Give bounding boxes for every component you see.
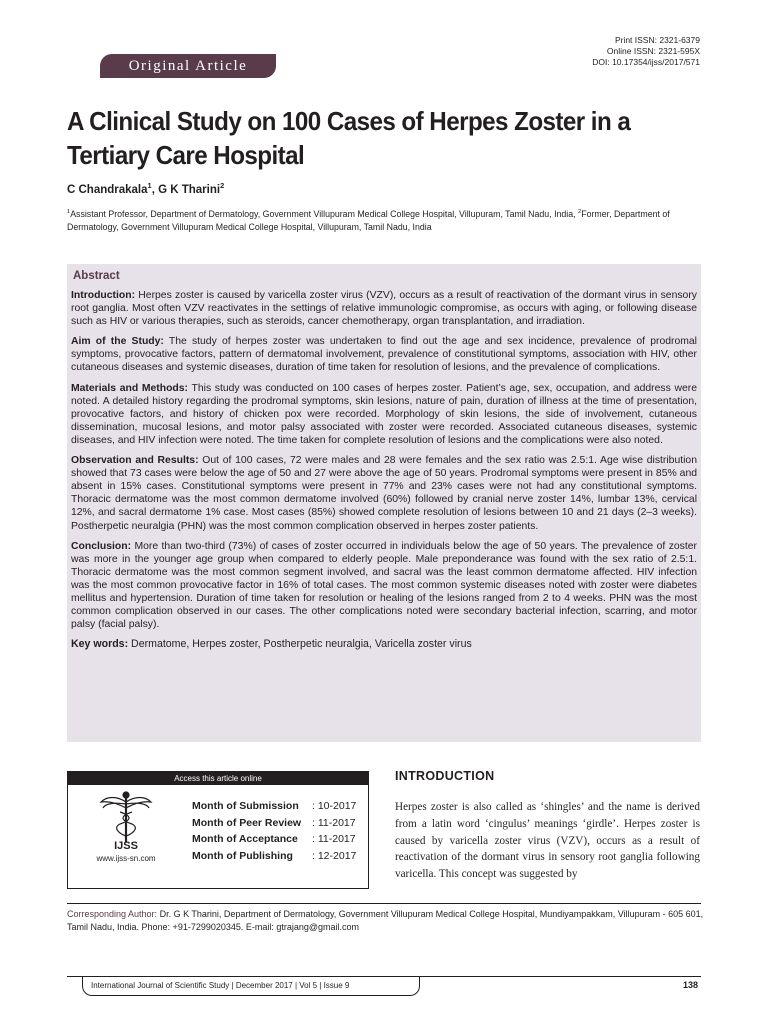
affiliation-marker: 1 [147, 181, 152, 191]
introduction-heading: INTRODUCTION [395, 769, 495, 783]
abstract-box [67, 264, 701, 742]
date-row [192, 848, 368, 865]
caduceus-icon [99, 790, 153, 844]
section-label: Introduction: [71, 290, 136, 301]
section-text: The study of herpes zoster was undertaken to find out the age and sex incidence, prevalence of prodromal symptoms, provocative factors, pattern of dermatomal involvement, prevalence of constitutional symptoms, association with HIV, other cutaneous diseases and systemic diseases, duration of time taken for resolution of lesions, and the prevalence of complications. [71, 336, 697, 374]
logo-text: IJSS [114, 840, 138, 852]
journal-logo [90, 790, 162, 882]
abstract-methods [71, 382, 701, 447]
section-text: This study was conducted on 100 cases of herpes zoster. Patient’s age, sex, occupation, and address were noted. A detailed history regarding the prodromal symptoms, skin lesions, nature of pain, duration of illness at the time of presentation, provocative factors, and history of chicken pox were recorded. Morphology of skin lesions, the side of involvement, cutaneous dissemination, mucosal lesions, and motor palsy associated with zoster were recorded. Associated cutaneous diseases, systemic diseases, and HIV infection were noted. The time taken for complete resolution of lesions and the complications were also noted. [71, 382, 697, 446]
journal-url-link[interactable]: www.ijss-sn.com [96, 854, 156, 863]
section-text: Herpes zoster is caused by varicella zoster virus (VZV), occurs as a result of reactivation of the dormant virus in sensory root ganglia. Most often VZV reactivates in the settings of relative immunologic compromise, as occurs with aging, or following disease such as HIV or various therapies, such as steroids, cancer chemotherapy, organ transplantation, and irradiation. [71, 290, 697, 328]
abstract-conclusion [71, 540, 701, 632]
doi: DOI: 10.17354/ijss/2017/571 [592, 57, 700, 67]
date-label: Month of Submission [192, 800, 299, 812]
date-value: : 11-2017 [312, 816, 356, 829]
page-number: 138 [682, 980, 698, 990]
section-label: Key words: [71, 638, 129, 651]
section-text: More than two-third (73%) of cases of zoster occurred in individuals below the age of 50 years. The prevalence of zoster was more in the younger age group when compared to elderly people. Male preponderance was found with the sex ratio of 2.5:1. Thoracic dermatome was the most common segment involved, and sacral was the least common dermatome affected. HIV infection was the most common provocative factor in 16% of total cases. The most common systemic diseases noted with zoster were diabetes mellitus and hypertension. Duration of time taken for resolution or healing of the lesions ranged from 2 to 4 weeks. PHN was the most common complication observed in our cases. The other complications noted were secondary bacterial infection, scarring, and motor palsy (facial palsy). [71, 540, 697, 631]
date-label: Month of Acceptance [192, 833, 298, 845]
affiliation-marker: 2 [578, 209, 582, 216]
date-row [192, 798, 368, 815]
corresponding-label: Corresponding Author: [67, 909, 158, 919]
author-separator: , [151, 184, 159, 196]
section-text: Out of 100 cases, 72 were males and 28 were females and the sex ratio was 2.5:1. Age wise distribution showed that 73 cases were below the age of 50 and 27 were above the age of 50 years. Prodromal symptoms were present in 85% and absent in 15% cases. Constitutional symptoms were present in 77% and 23% cases were not had any constitutional symptoms. Thoracic dermatome was the most common dermatome involved (60%) followed by cranial nerve zoster 14%, lumbar 13%, cervical 12%, and sacral dermatome 1% case. Most cases (85%) showed complete resolution of lesions between 10 and 21 days (2–3 weeks). Postherpetic neuralgia (PHN) was the most common complication observed in herpes zoster patients. [71, 455, 697, 532]
print-issn: Print ISSN: 2321-6379 [614, 35, 700, 45]
section-label: Observation and Results: [71, 455, 199, 467]
abstract-keywords [71, 638, 701, 651]
article-title: A Clinical Study on 100 Cases of Herpes Zoster in a Tertiary Care Hospital [67, 106, 631, 170]
corresponding-author [67, 908, 707, 934]
abstract-heading: Abstract [73, 270, 120, 282]
date-value: : 11-2017 [312, 833, 356, 845]
date-value: : 10-2017 [312, 800, 357, 812]
section-label: Conclusion: [71, 540, 132, 552]
date-row [192, 815, 368, 832]
section-label: Aim of the Study: [71, 336, 164, 348]
introduction-text: Herpes zoster is also called as ‘shingles’ and the name is derived from a latin word ‘cingulus’ meanings ‘girdle’. Herpes zoster is caused by varicella zoster virus (VZV), occurs as a result of reactivation of the dormant virus in sensory root ganglia following varicella. This concept was suggested by [395, 801, 700, 881]
affiliation-text: Former, Department of Dermatology, Government Villupuram Medical College Hospital, Villupuram, Tamil Nadu, India [67, 209, 670, 232]
abstract-results [71, 454, 701, 533]
section-text: Dermatome, Herpes zoster, Postherpetic neuralgia, Varicella zoster virus [128, 638, 472, 651]
author-name: G K Tharini [158, 184, 221, 196]
online-issn: Online ISSN: 2321-595X [606, 46, 700, 56]
date-label: Month of Publishing [192, 849, 293, 862]
affiliation-text: Assistant Professor, Department of Dermatology, Government Villupuram Medical College Hospital, Villupuram, Tamil Nadu, India, [70, 209, 579, 219]
author-name: C Chandrakala [67, 184, 148, 196]
affiliation-marker: 2 [220, 181, 225, 191]
corresponding-text: Dr. G K Tharini, Department of Dermatology, Government Villupuram Medical College Hospital, Mundiyampakkam, Villupuram - 605 601, Tamil Nadu, India. Phone: +91-7299020345. E-mail: gtrajang@gmail.com [67, 909, 704, 932]
author-list [67, 181, 225, 196]
abstract-aim [71, 335, 701, 374]
article-type-banner: Original Article [100, 54, 276, 78]
section-label: Materials and Methods: [71, 382, 189, 394]
date-row [192, 831, 368, 848]
publication-dates [192, 798, 368, 864]
affiliation-marker: 1 [67, 209, 71, 216]
journal-footer: International Journal of Scientific Study | December 2017 | Vol 5 | Issue 9 [82, 976, 420, 996]
affiliations [67, 208, 707, 233]
access-header: Access this article online [68, 772, 368, 785]
access-article-box [67, 771, 369, 889]
date-value: : 12-2017 [312, 849, 357, 862]
issn-block [592, 35, 700, 68]
abstract-introduction [71, 289, 701, 328]
date-label: Month of Peer Review [192, 816, 302, 829]
divider [67, 903, 701, 904]
